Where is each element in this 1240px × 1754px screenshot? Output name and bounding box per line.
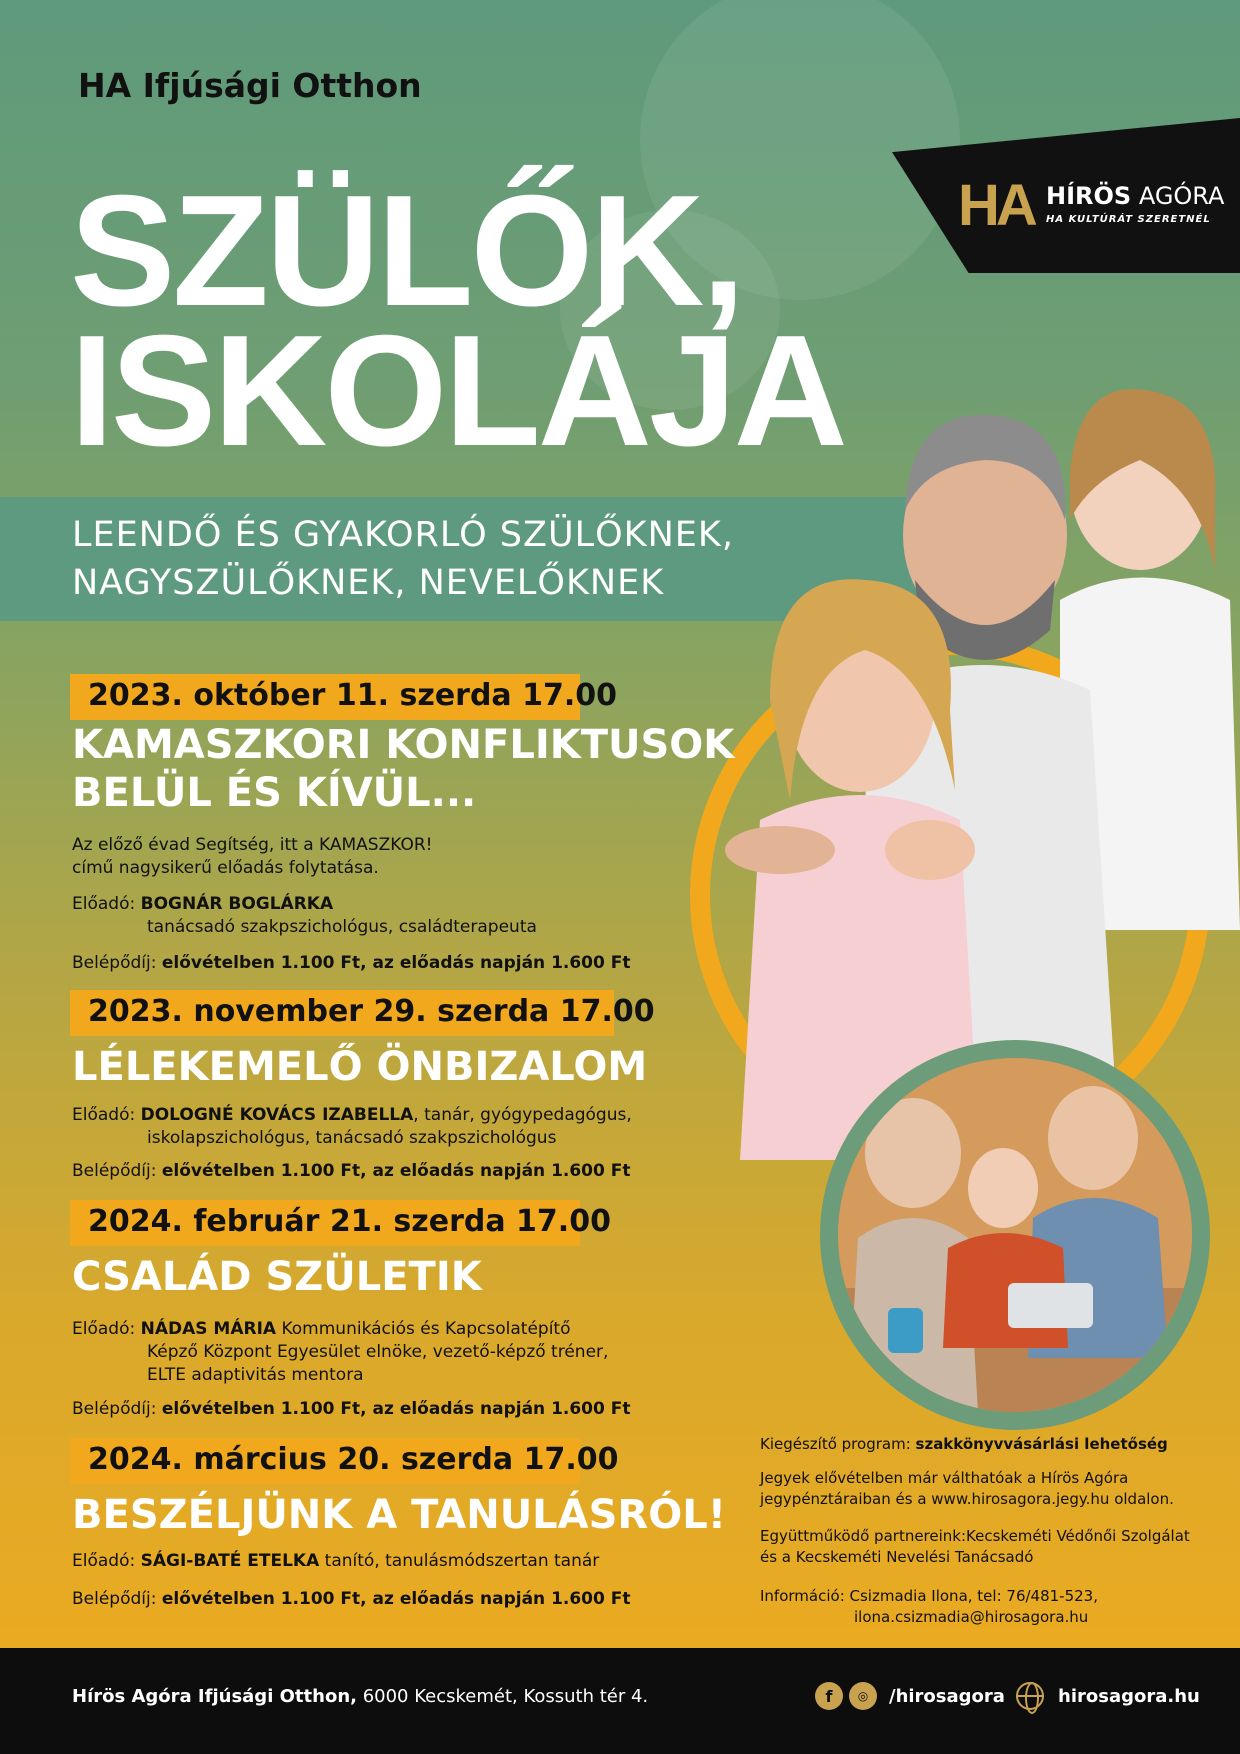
hiros-agora-logo-mark: HA [958,173,1034,238]
footer-social[interactable] [815,1682,1005,1710]
event4-fee: Belépődíj: elővételben 1.100 Ft, az előadás napján 1.600 Ft [72,1589,631,1609]
event2-presenter: Előadó: DOLOGNÉ KOVÁCS IZABELLA, tanár, gyógypedagógus, iskolapszichológus, tanácsadó szakpszichológus [72,1105,632,1148]
event2-fee: Belépődíj: elővételben 1.100 Ft, az előadás napján 1.600 Ft [72,1161,631,1181]
social-handle[interactable]: /hirosagora [889,1685,1005,1707]
contact-info: Információ: Csizmadia Ilona, tel: 76/481-523, ilona.csizmadia@hirosagora.hu [760,1587,1098,1626]
organizer-name: HA Ifjúsági Otthon [78,66,422,105]
event1-description: Az előző évad Segítség, itt a KAMASZKOR! című nagysikerű előadás folytatása. [72,835,433,878]
event1-presenter: Előadó: BOGNÁR BOGLÁRKA tanácsadó szakpszichológus, családterapeuta [72,894,537,937]
website-link[interactable]: hirosagora.hu [1058,1685,1200,1707]
instagram-icon[interactable]: ◎ [849,1682,877,1710]
footer-website[interactable] [1016,1682,1200,1710]
event4-date: 2024. március 20. szerda 17.00 [70,1438,580,1484]
event4-presenter: Előadó: SÁGI-BATÉ ETELKA tanító, tanulásmódszertan tanár [72,1551,600,1571]
facebook-icon[interactable]: f [815,1682,843,1710]
event3-fee: Belépődíj: elővételben 1.100 Ft, az előadás napján 1.600 Ft [72,1399,631,1419]
event3-presenter: Előadó: NÁDAS MÁRIA Kommunikációs és Kapcsolatépítő Képző Központ Egyesület elnöke, vezető-képző tréner, ELTE adaptivitás mentora [72,1319,609,1385]
event4-title: BESZÉLJÜNK A TANULÁSRÓL! [72,1492,726,1538]
event1-title-line2: BELÜL ÉS KÍVÜL... [72,770,477,816]
event1-title-line1: KAMASZKORI KONFLIKTUSOK [72,722,735,768]
globe-icon [1016,1682,1044,1710]
family-photo [700,370,1240,1160]
event3-title: CSALÁD SZÜLETIK [72,1254,482,1300]
subtitle-line1: LEENDŐ ÉS GYAKORLÓ SZÜLŐKNEK, [72,515,734,555]
hiros-agora-tagline: HA KULTÚRÁT SZERETNÉL [1046,214,1211,225]
grandparents-photo [838,1058,1192,1412]
subtitle-line2: NAGYSZÜLŐKNEK, NEVELŐKNEK [72,563,665,603]
partners-info: Együttműködő partnereink:Kecskeméti Védőnői Szolgálat és a Kecskeméti Nevelési Tanácsadó [760,1527,1190,1566]
hiros-agora-logo-name: HÍRÖS AGÓRA [1046,182,1225,210]
event2-date: 2023. november 29. szerda 17.00 [70,990,614,1036]
main-title-line2: ISKOLÁJA [70,303,845,479]
tickets-info: Jegyek elővételben már válthatóak a Hírös Agóra jegypénztáraiban és a www.hirosagora.jegy.hu oldalon. [760,1469,1174,1508]
extra-program: Kiegészítő program: szakkönyvvásárlási lehetőség [760,1435,1168,1453]
event3-date: 2024. február 21. szerda 17.00 [70,1200,580,1246]
footer-address: Hírös Agóra Ifjúsági Otthon, 6000 Kecskemét, Kossuth tér 4. [72,1686,649,1707]
event2-title: LÉLEKEMELŐ ÖNBIZALOM [72,1044,648,1090]
main-title-line1: SZÜLŐK, [70,163,743,339]
event1-date: 2023. október 11. szerda 17.00 [70,674,580,720]
event1-fee: Belépődíj: elővételben 1.100 Ft, az előadás napján 1.600 Ft [72,953,631,973]
